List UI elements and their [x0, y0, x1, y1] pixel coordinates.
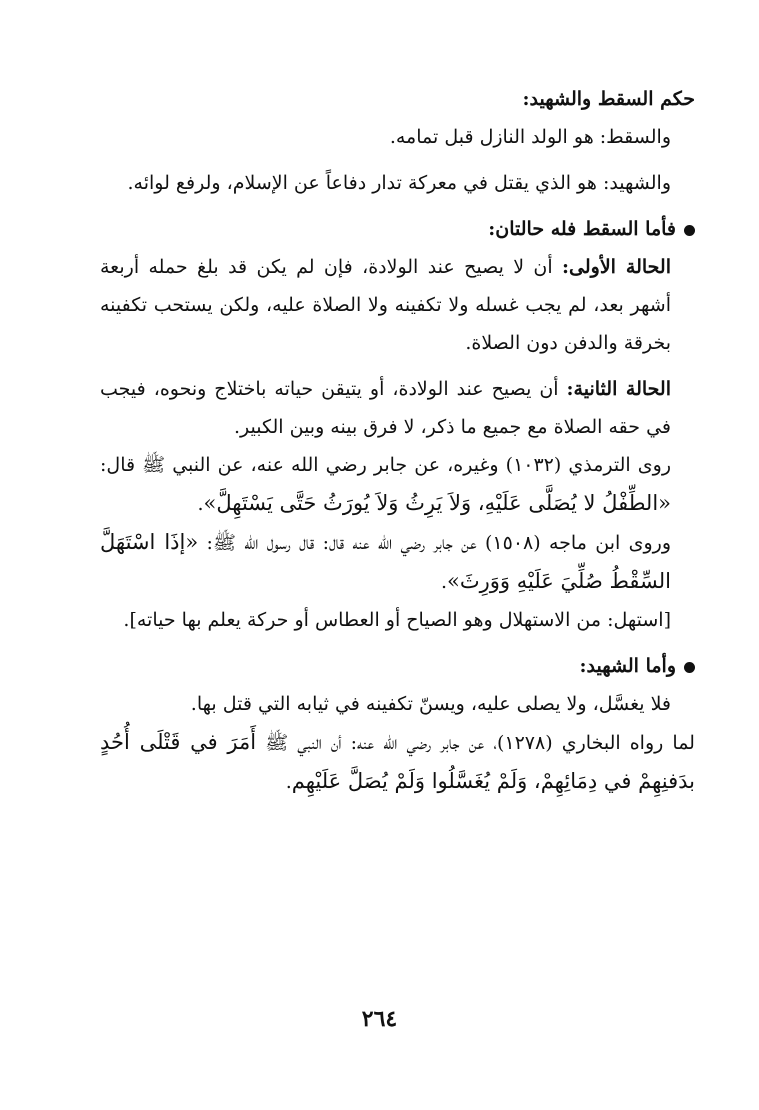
hadith-bukhari [100, 723, 695, 801]
hadith-tirmidhi-intro: روى الترمذي (١٠٣٢) وغيره، عن جابر رضي الله عنه، عن النبي ﷺ قال: [100, 454, 671, 476]
istahalla-note: [استهل: من الاستهلال وهو الصياح أو العطاس أو حركة يعلم بها حياته]. [123, 609, 671, 631]
case-two-label: الحالة الثانية: [566, 378, 671, 400]
hadith-bukhari-quote: أَمَرَ في قَتْلَى أُحُدٍ بدَفنِهِمْ في دِمَائِهِمْ، وَلَمْ يُغَسَّلُوا وَلَمْ يُصَلَّ عَلَيْهِم [100, 730, 695, 793]
case-one-text: أن لا يصيح عند الولادة، فإن لم يكن قد بلغ حمله أربعة أشهر بعد، لم يجب غسله ولا تكفينه ولا الصلاة عليه، ولكن يستحب تكفينه بخرقة والدفن دون الصلاة. [100, 256, 671, 354]
page-content [100, 80, 695, 801]
shahid-definition [100, 164, 695, 202]
shahid-subheading-text: وأما الشهيد: [579, 655, 676, 677]
case-one-paragraph [100, 248, 695, 362]
case-two-paragraph [100, 370, 695, 446]
shahid-text: هو الذي يقتل في معركة تدار دفاعاً عن الإسلام، ولرفع لوائه. [127, 172, 603, 194]
saqt-subheading-text: فأما السقط فله حالتان: [488, 218, 676, 240]
hadith-tirmidhi [100, 446, 695, 523]
hadith-tirmidhi-end: . [197, 493, 204, 515]
section-heading: حكم السقط والشهيد: [522, 88, 695, 110]
hadith-ibn-majah-end: . [440, 571, 448, 593]
case-two-text: أن يصيح عند الولادة، أو يتيقن حياته باختلاج ونحوه، فيجب في حقه الصلاة مع جميع ما ذكر، لا فرق بينه وبين الكبير. [100, 378, 671, 438]
page-number: ٢٦٤ [361, 1006, 398, 1032]
saqt-term: والسقط: [599, 126, 671, 148]
saqt-definition [100, 118, 695, 156]
hadith-ibn-majah-intro: وروى ابن ماجه (١٥٠٨) عن جابر رضي الله عنه قال: قال رسول الله ﷺ: [198, 532, 671, 554]
bullet-icon [684, 225, 695, 236]
hadith-bukhari-intro: لما رواه البخاري (١٢٧٨)، عن جابر رضي الله عنه: أن النبي ﷺ [256, 732, 695, 754]
hadith-ibn-majah-quote: «إذَا اسْتَهَلَّ السِّقْطُ صُلِّيَ عَلَيْهِ وَوَرِثَ» [100, 530, 671, 593]
saqt-subheading [100, 210, 695, 248]
hadith-ibn-majah [100, 523, 695, 601]
shahid-term: والشهيد: [602, 172, 671, 194]
saqt-text: هو الولد النازل قبل تمامه. [389, 126, 600, 148]
hadith-tirmidhi-quote: «الطِّفْلُ لا يُصَلَّى عَلَيْهِ، وَلاَ يَرِثُ وَلاَ يُورَثُ حَتَّى يَسْتَهِلَّ» [203, 491, 671, 515]
case-one-label: الحالة الأولى: [562, 256, 671, 278]
shahid-rule: فلا يغسَّل، ولا يصلى عليه، ويسنّ تكفينه في ثيابه التي قتل بها. [190, 693, 671, 715]
hadith-bukhari-end: . [285, 771, 292, 793]
bullet-icon [684, 662, 695, 673]
shahid-subheading [100, 647, 695, 685]
